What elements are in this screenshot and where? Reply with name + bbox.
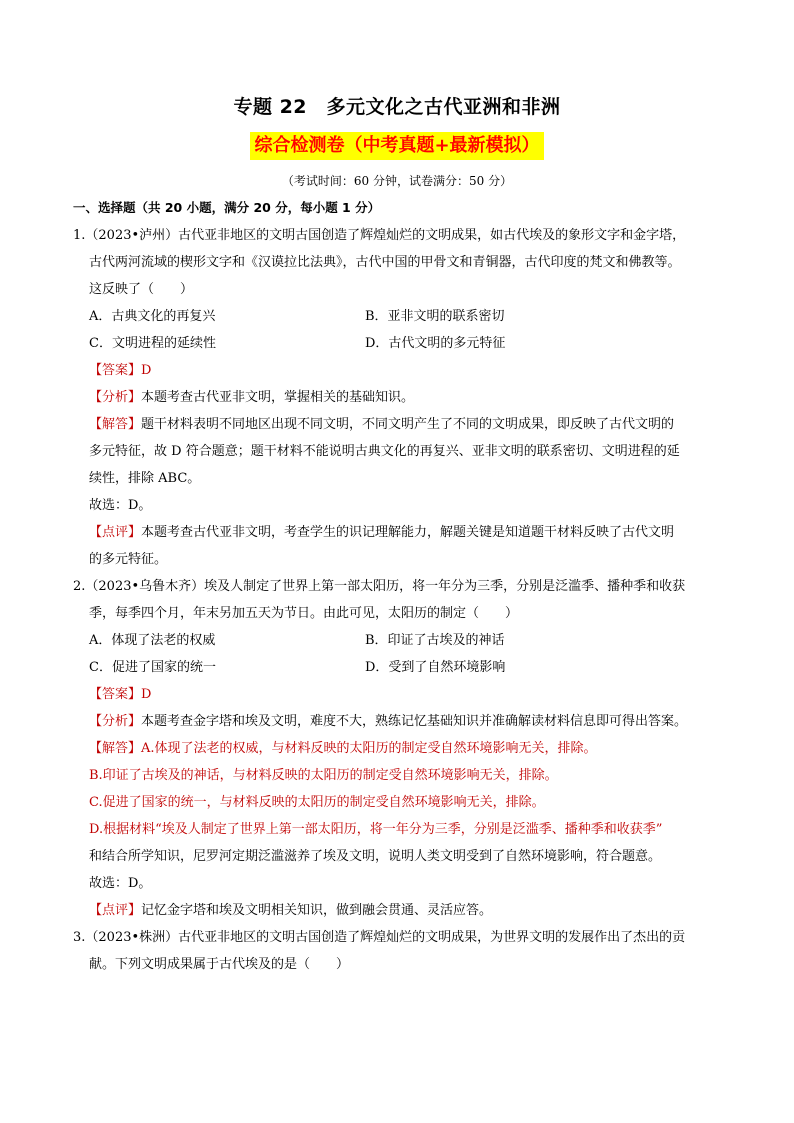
page-subtitle: 综合检测卷（中考真题+最新模拟） (250, 132, 543, 160)
question-2-stem-line-1: 2.（2023•乌鲁木齐）埃及人制定了世界上第一部太阳历，将一年分为三季，分别是泛滥季、播种季和收获 (73, 579, 686, 594)
question-2-option-d: D．受到了自然环境影响 (365, 660, 506, 675)
solution-text: 题干材料表明不同地区出现不同文明，不同文明产生了不同的文明成果，即反映了古代文明的 (141, 417, 675, 432)
question-1-options-row-1 (73, 303, 733, 330)
comment-tag: 【点评】 (89, 903, 142, 918)
solution-tag: 【解答】 (89, 741, 142, 756)
answer-tag: 【答案】 (89, 363, 142, 378)
comment-tag: 【点评】 (89, 525, 142, 540)
question-2-option-a: A．体现了法老的权威 (89, 633, 216, 648)
comment-text: 本题考查古代亚非文明，考查学生的识记理解能力，解题关键是知道题干材料反映了古代文明 (141, 525, 675, 540)
question-2-options-row-2 (73, 654, 733, 681)
question-1-choice: 故选：D。 (89, 498, 152, 513)
question-1-solution-line-1 (73, 411, 733, 438)
question-1-option-b: B．亚非文明的联系密切 (365, 309, 505, 324)
subtitle-wrapper (0, 132, 794, 160)
question-2-solution-line-4: D.根据材料“埃及人制定了世界上第一部太阳历，将一年分为三季，分别是泛滥季、播种季和收获季” (89, 822, 663, 837)
question-1-option-c: C．文明进程的延续性 (89, 336, 216, 351)
question-2 (73, 573, 733, 924)
question-1-answer (73, 357, 733, 384)
question-3-stem-line-1: 3.（2023•株洲）古代亚非地区的文明古国创造了辉煌灿烂的文明成果，为世界文明的发展作出了杰出的贡 (73, 930, 686, 945)
question-3-stem-line-2: 献。下列文明成果属于古代埃及的是（ ） (89, 957, 350, 972)
solution-text: A.体现了法老的权威，与材料反映的太阳历的制定受自然环境影响无关，排除。 (141, 741, 597, 756)
question-2-solution-line-1 (73, 735, 733, 762)
answer-value: D (141, 687, 152, 702)
question-2-choice: 故选：D。 (89, 876, 152, 891)
question-1-analysis (73, 384, 733, 411)
questions-content (73, 222, 733, 978)
comment-text: 记忆金字塔和埃及文明相关知识，做到融会贯通、灵活应答。 (141, 903, 493, 918)
question-2-comment-line-1 (73, 897, 733, 924)
question-1-options-row-2 (73, 330, 733, 357)
section-heading: 一、选择题（共 20 小题，满分 20 分，每小题 1 分） (73, 200, 381, 215)
answer-tag: 【答案】 (89, 687, 142, 702)
question-1-comment-line-2: 的多元特征。 (89, 552, 168, 567)
analysis-text: 本题考查金字塔和埃及文明，难度不大，熟练记忆基础知识并准确解读材料信息即可得出答案。 (141, 714, 688, 729)
question-3 (73, 924, 733, 978)
page-title: 专题 22 多元文化之古代亚洲和非洲 (233, 96, 561, 118)
question-1-option-d: D．古代文明的多元特征 (365, 336, 506, 351)
question-2-options-row-1 (73, 627, 733, 654)
question-1-solution-line-2: 多元特征，故 D 符合题意；题干材料不能说明古典文化的再复兴、亚非文明的联系密切、文明进程的延 (89, 444, 680, 459)
question-2-option-b: B．印证了古埃及的神话 (365, 633, 505, 648)
analysis-tag: 【分析】 (89, 390, 142, 405)
question-2-option-c: C．促进了国家的统一 (89, 660, 216, 675)
analysis-tag: 【分析】 (89, 714, 142, 729)
exam-info: （考试时间：60 分钟，试卷满分：50 分） (281, 174, 513, 188)
question-2-solution-line-2: B.印证了古埃及的神话，与材料反映的太阳历的制定受自然环境影响无关，排除。 (89, 768, 558, 783)
question-2-answer (73, 681, 733, 708)
question-2-solution-line-5: 和结合所学知识，尼罗河定期泛滥滋养了埃及文明，说明人类文明受到了自然环境影响，符合题意。 (89, 849, 662, 864)
question-1-solution-line-3: 续性，排除 ABC。 (89, 471, 201, 486)
question-1-stem-line-2: 古代两河流域的楔形文字和《汉谟拉比法典》，古代中国的甲骨文和青铜器，古代印度的梵文和佛教等。 (89, 255, 681, 270)
question-2-solution-line-3: C.促进了国家的统一，与材料反映的太阳历的制定受自然环境影响无关，排除。 (89, 795, 545, 810)
answer-value: D (141, 363, 152, 378)
question-1-option-a: A．古典文化的再复兴 (89, 309, 216, 324)
solution-tag: 【解答】 (89, 417, 142, 432)
question-2-stem-line-2: 季，每季四个月，年末另加五天为节日。由此可见，太阳历的制定（ ） (89, 606, 519, 621)
analysis-text: 本题考查古代亚非文明，掌握相关的基础知识。 (141, 390, 415, 405)
question-1 (73, 222, 733, 573)
question-1-stem-line-1: 1.（2023•泸州）古代亚非地区的文明古国创造了辉煌灿烂的文明成果，如古代埃及的象形文字和金字塔， (73, 228, 686, 243)
question-2-analysis (73, 708, 733, 735)
question-1-comment-line-1 (73, 519, 733, 546)
question-1-stem-line-3: 这反映了（ ） (89, 282, 194, 297)
